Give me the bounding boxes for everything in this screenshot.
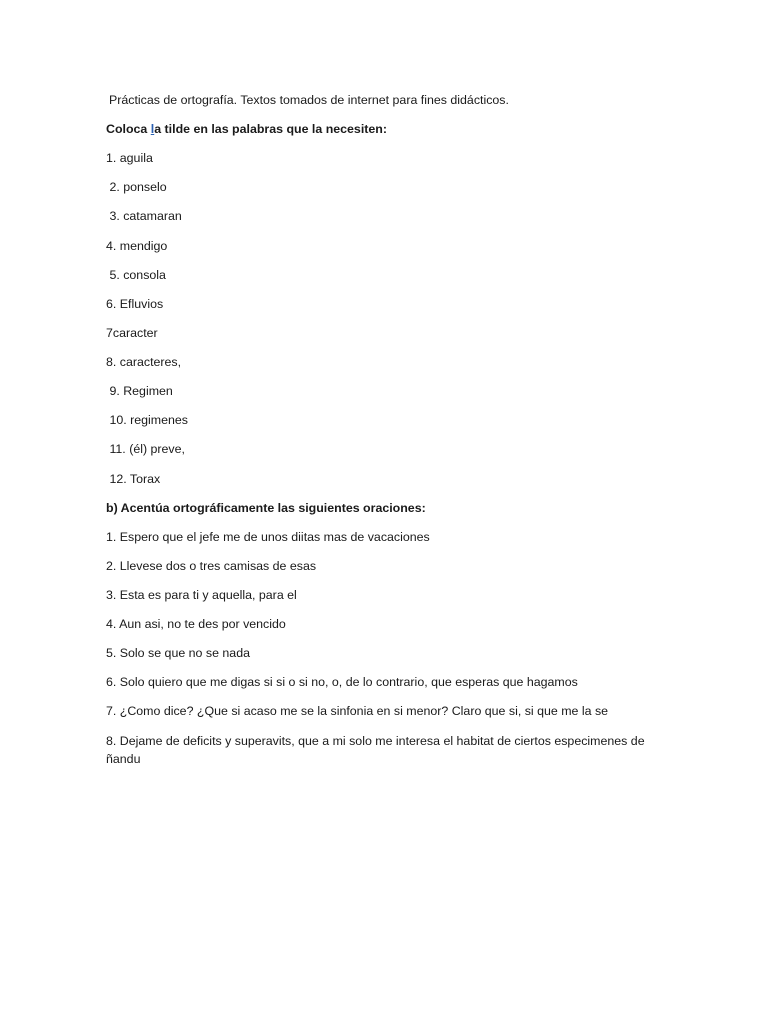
section-b-instruction: b) Acentúa ortográficamente las siguientes oraciones: [106,501,426,515]
sentence-item-7: 7. ¿Como dice? ¿Que si acaso me se la sinfonia en si menor? Claro que si, si que me la se [106,704,609,718]
word-item-7: 7caracter [106,326,158,340]
word-item-1: 1. aguila [106,151,153,165]
sentence-item-4: 4. Aun asi, no te des por vencido [106,617,286,631]
section-a-instruction [106,120,666,138]
word-item-8: 8. caracteres, [106,355,182,369]
word-item-10: 10. regimenes [106,413,188,427]
sentence-item-6: 6. Solo quiero que me digas si si o si no, o, de lo contrario, que esperas que hagamos [106,675,578,689]
word-item-4: 4. mendigo [106,239,168,253]
spellcheck-marked-letter: l [150,122,155,136]
sentence-item-2: 2. Llevese dos o tres camisas de esas [106,559,317,573]
word-item-9: 9. Regimen [106,384,173,398]
word-item-11: 11. (él) preve, [106,442,185,456]
sentence-item-8-line-1: 8. Dejame de deficits y superavits, que a mi solo me interesa el habitat de ciertos especimenes de [106,734,645,748]
document-header: Prácticas de ortografía. Textos tomados de internet para fines didácticos. [109,93,509,107]
instruction-suffix: a tilde en las palabras que la necesiten: [154,122,387,136]
word-item-5: 5. consola [106,268,166,282]
instruction-prefix: Coloca [106,122,151,136]
word-item-3: 3. catamaran [106,209,182,223]
word-item-6: 6. Efluvios [106,297,164,311]
sentence-item-5: 5. Solo se que no se nada [106,646,250,660]
word-item-2: 2. ponselo [106,180,167,194]
word-item-12: 12. Torax [106,472,161,486]
sentence-item-3: 3. Esta es para ti y aquella, para el [106,588,297,602]
sentence-item-8-line-2: ñandu [106,752,141,766]
sentence-item-1: 1. Espero que el jefe me de unos diitas mas de vacaciones [106,530,430,544]
